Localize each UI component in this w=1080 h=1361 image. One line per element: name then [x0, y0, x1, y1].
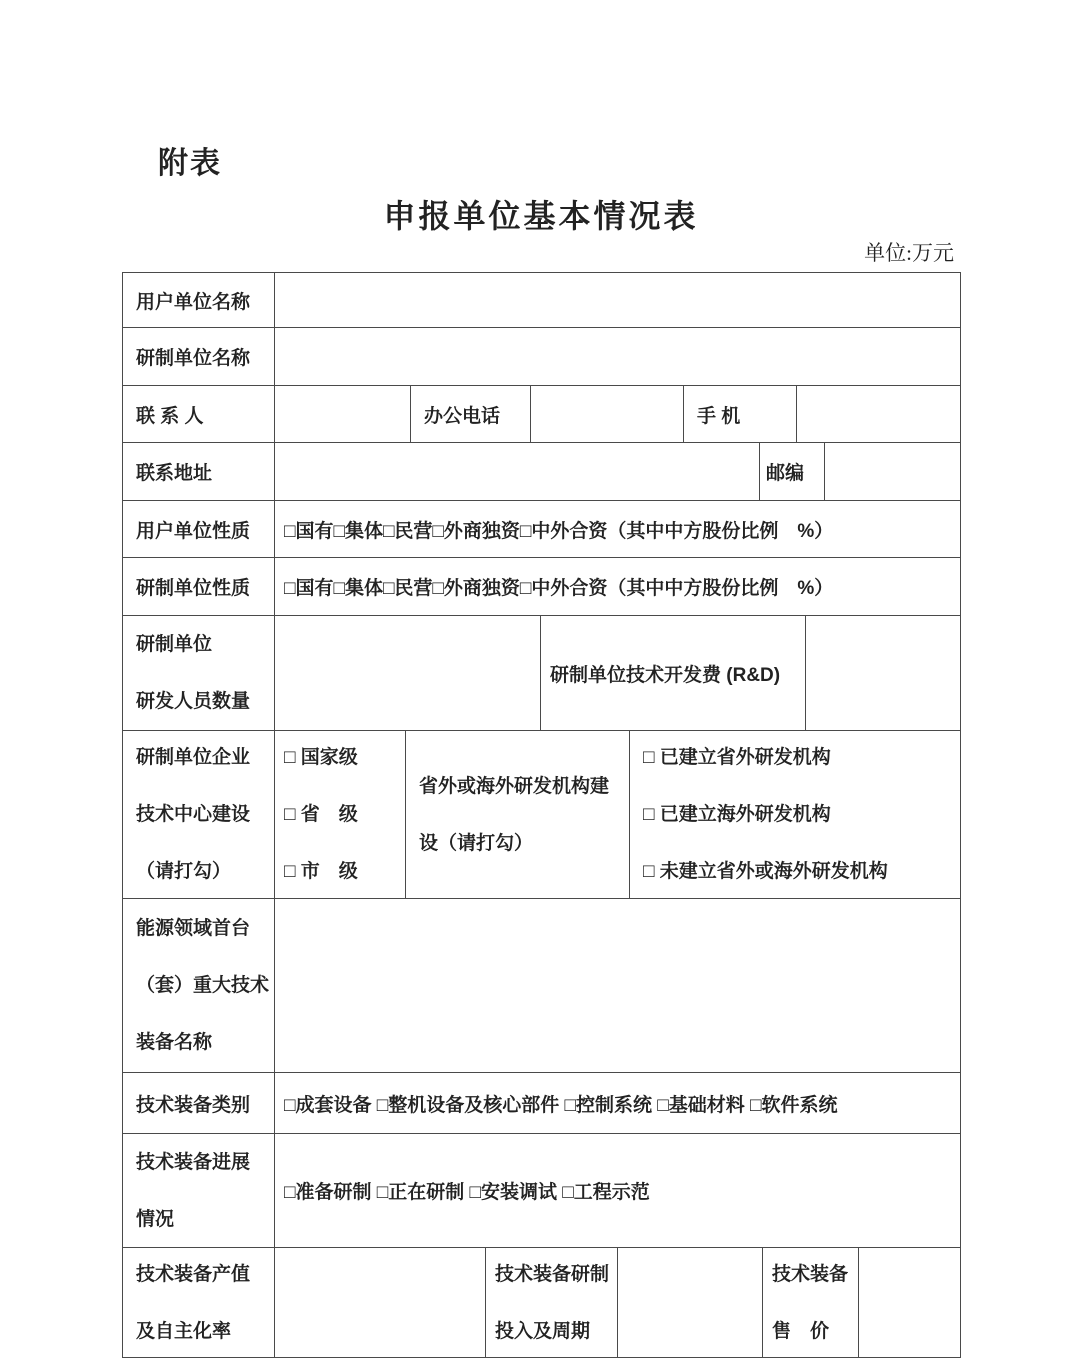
- tech-center-label-line: 技术中心建设: [136, 804, 251, 825]
- table-row: [123, 899, 961, 1073]
- price-value-cell: [859, 1248, 961, 1358]
- office-phone-value-cell: [531, 386, 684, 443]
- user-unit-name-label: 用户单位名称: [123, 273, 275, 328]
- contact-address-value-cell: [275, 443, 760, 501]
- price-label: [763, 1248, 859, 1358]
- office-phone-label: 办公电话: [411, 386, 531, 443]
- rd-fee-value-cell: [806, 616, 961, 731]
- table-row: [123, 1248, 961, 1358]
- table-row: [123, 273, 961, 328]
- overseas-rd-label-line: 设（请打勾）: [419, 832, 534, 854]
- appendix-label: 附表: [158, 147, 222, 180]
- price-label-line: 售 价: [772, 1320, 830, 1342]
- dev-unit-name-value-cell: [275, 328, 961, 386]
- equipment-progress-label-line: 技术装备进展: [136, 1151, 251, 1173]
- tech-center-label-line: （请打勾）: [136, 861, 232, 882]
- equipment-progress-label: [123, 1134, 275, 1248]
- contact-address-label: 联系地址: [123, 443, 275, 501]
- table-row: [123, 328, 961, 386]
- form-title: 申报单位基本情况表: [383, 198, 699, 234]
- overseas-rd-options: [630, 731, 961, 899]
- equipment-progress-label-line: 情况: [136, 1208, 175, 1230]
- rd-staff-label: [123, 616, 275, 731]
- postcode-value-cell: [825, 443, 961, 501]
- equipment-progress-options: □准备研制 □正在研制 □安装调试 □工程示范: [275, 1134, 961, 1248]
- rd-investment-value-cell: [618, 1248, 763, 1358]
- energy-equipment-label-line: （套）重大技术: [136, 975, 270, 996]
- rd-investment-label-line: 投入及周期: [495, 1320, 591, 1342]
- rd-fee-label: 研制单位技术开发费 (R&D): [541, 616, 806, 731]
- rd-staff-label-line: 研制单位: [136, 634, 213, 655]
- energy-equipment-label-line: 装备名称: [136, 1032, 213, 1053]
- tech-center-label-line: 研制单位企业: [136, 747, 251, 768]
- rd-staff-label-line: 研发人员数量: [136, 691, 251, 712]
- overseas-rd-label-line: 省外或海外研发机构建: [419, 775, 610, 797]
- output-value-label-line: 技术装备产值: [136, 1263, 251, 1285]
- energy-equipment-label: [123, 899, 275, 1073]
- dev-unit-nature-label: 研制单位性质: [123, 558, 275, 616]
- table-row: [123, 443, 961, 501]
- postcode-label: 邮编: [760, 443, 825, 501]
- output-value-value-cell: [275, 1248, 486, 1358]
- checkbox-option: □ 已建立省外研发机构: [643, 747, 831, 768]
- output-value-label-line: 及自主化率: [136, 1320, 232, 1342]
- dev-unit-name-label: 研制单位名称: [123, 328, 275, 386]
- table-row: [123, 731, 961, 899]
- tech-center-level-options: [275, 731, 406, 899]
- equipment-category-label: 技术装备类别: [123, 1073, 275, 1134]
- equipment-category-options: □成套设备 □整机设备及核心部件 □控制系统 □基础材料 □软件系统: [275, 1073, 961, 1134]
- table-row: [123, 501, 961, 558]
- mobile-value-cell: [797, 386, 961, 443]
- dev-unit-nature-options: □国有□集体□民营□外商独资□中外合资（其中中方股份比例 %）: [275, 558, 961, 616]
- table-row: [123, 616, 961, 731]
- checkbox-option: □ 省 级: [284, 804, 358, 825]
- checkbox-option: □ 已建立海外研发机构: [643, 804, 831, 825]
- energy-equipment-value-cell: [275, 899, 961, 1073]
- contact-person-label: 联 系 人: [123, 386, 275, 443]
- mobile-label: 手 机: [684, 386, 797, 443]
- checkbox-option: □ 国家级: [284, 747, 358, 768]
- table-row: [123, 558, 961, 616]
- unit-note: 单位:万元: [864, 241, 954, 265]
- contact-person-value-cell: [275, 386, 411, 443]
- table-row: [123, 1134, 961, 1248]
- user-unit-nature-label: 用户单位性质: [123, 501, 275, 558]
- overseas-rd-label: [406, 731, 630, 899]
- rd-staff-value-cell: [275, 616, 541, 731]
- energy-equipment-label-line: 能源领域首台: [136, 918, 251, 939]
- output-value-label: [123, 1248, 275, 1358]
- price-label-line: 技术装备: [772, 1263, 849, 1285]
- checkbox-option: □ 未建立省外或海外研发机构: [643, 861, 888, 882]
- user-unit-nature-options: □国有□集体□民营□外商独资□中外合资（其中中方股份比例 %）: [275, 501, 961, 558]
- table-row: [123, 386, 961, 443]
- checkbox-option: □ 市 级: [284, 861, 358, 882]
- tech-center-label: [123, 731, 275, 899]
- rd-investment-label: [486, 1248, 618, 1358]
- user-unit-name-value-cell: [275, 273, 961, 328]
- rd-investment-label-line: 技术装备研制: [495, 1263, 610, 1285]
- form-table: [122, 272, 961, 1358]
- table-row: [123, 1073, 961, 1134]
